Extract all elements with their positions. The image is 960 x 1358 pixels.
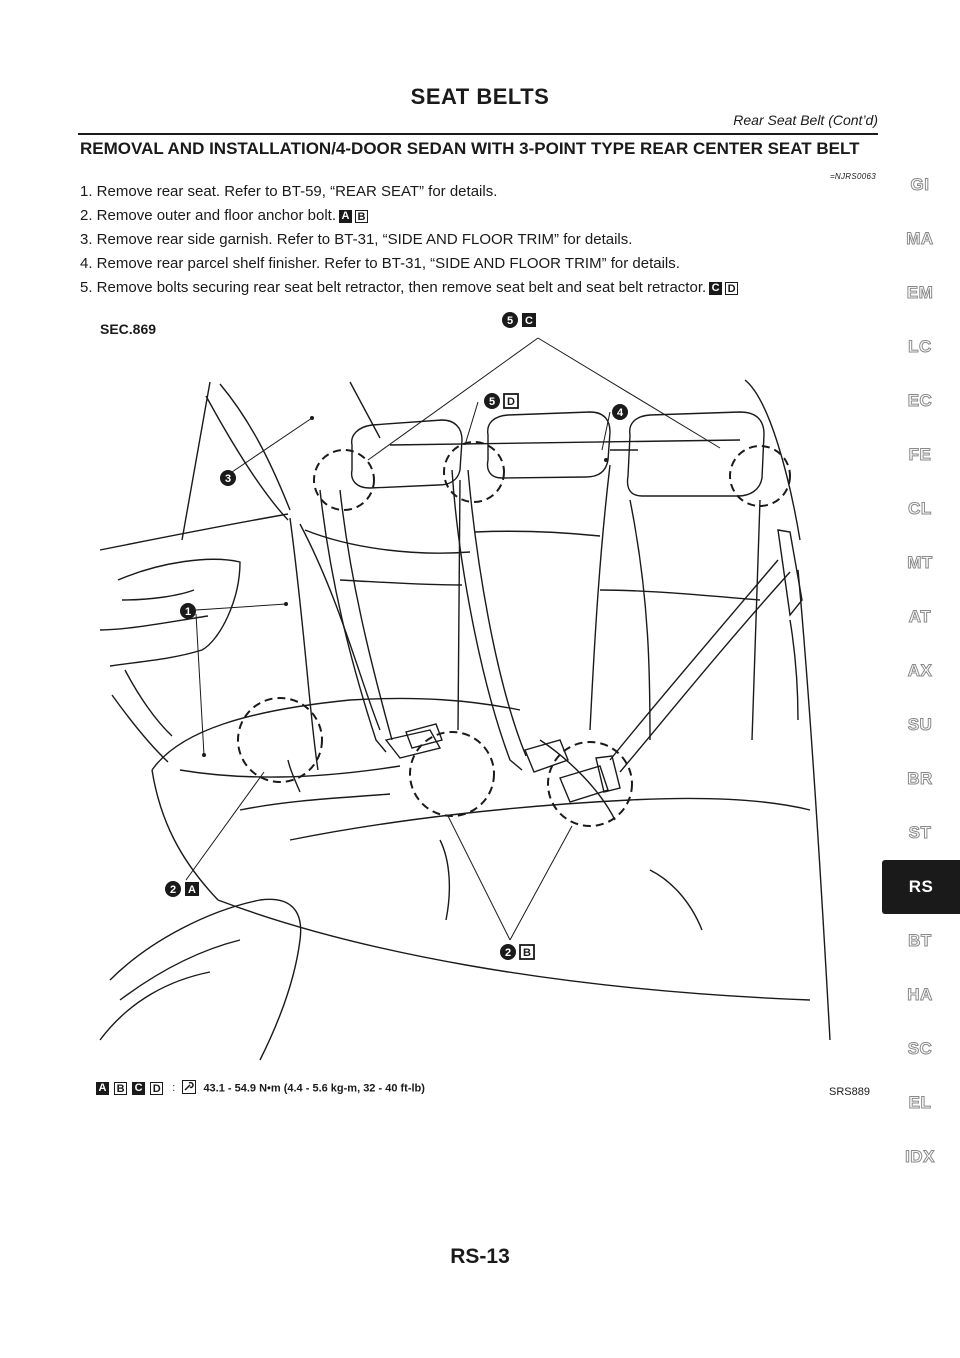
- callout-mark: D: [507, 396, 515, 408]
- rear-seat-illustration: [90, 300, 880, 1100]
- mark-c: C: [709, 282, 722, 295]
- callout-1: [180, 603, 196, 619]
- step-4: [80, 252, 880, 276]
- callout-2a: [165, 881, 199, 897]
- page-number: RS-13: [450, 1245, 510, 1268]
- legend-mark-c: C: [132, 1082, 145, 1095]
- mark-a: A: [339, 210, 352, 223]
- seat-belt-figure: [90, 300, 880, 1100]
- section-code-label: SEC.869: [100, 321, 157, 337]
- callout-number: 2: [169, 884, 177, 896]
- legend-colon: :: [172, 1082, 176, 1095]
- tab-sc[interactable]: SC: [907, 1039, 933, 1058]
- torque-wrench-icon: [182, 1080, 196, 1097]
- legend-mark-a: A: [96, 1082, 109, 1095]
- procedure-steps: [80, 180, 880, 300]
- tab-bt[interactable]: BT: [908, 931, 932, 950]
- callout-number: 1: [184, 606, 192, 618]
- tab-mt[interactable]: MT: [907, 553, 933, 572]
- tab-lc[interactable]: LC: [908, 337, 932, 356]
- callout-mark: A: [188, 884, 196, 896]
- callout-number: 5: [488, 396, 496, 408]
- step-5: [80, 276, 880, 300]
- torque-legend: [94, 1080, 425, 1097]
- tab-cl[interactable]: CL: [908, 499, 932, 518]
- callout-2b: [500, 944, 534, 960]
- callout-5d: [484, 393, 518, 409]
- mark-b: B: [355, 210, 368, 223]
- section-title: REMOVAL AND INSTALLATION/4-DOOR SEDAN WITH 3-POINT TYPE REAR CENTER SEAT BELT: [80, 139, 860, 158]
- step-text: 5. Remove bolts securing rear seat belt retractor, then remove seat belt and seat belt retractor.: [80, 279, 707, 296]
- tab-ha[interactable]: HA: [907, 985, 933, 1004]
- page-subtitle: Rear Seat Belt (Cont’d): [733, 112, 878, 128]
- tab-su[interactable]: SU: [907, 715, 933, 734]
- callout-mark: B: [523, 947, 531, 959]
- step-1: [80, 180, 880, 204]
- step-3: [80, 228, 880, 252]
- tab-fe[interactable]: FE: [908, 445, 932, 464]
- callout-number: 5: [506, 315, 514, 327]
- step-text: 4. Remove rear parcel shelf finisher. Refer to BT-31, “SIDE AND FLOOR TRIM” for details.: [80, 255, 680, 272]
- header-rule: [78, 133, 878, 135]
- callout-number: 3: [224, 473, 232, 485]
- tab-st[interactable]: ST: [908, 823, 932, 842]
- mark-d: D: [725, 282, 738, 295]
- tab-ma[interactable]: MA: [906, 229, 934, 248]
- tab-at[interactable]: AT: [908, 607, 932, 626]
- step-text: 3. Remove rear side garnish. Refer to BT-31, “SIDE AND FLOOR TRIM” for details.: [80, 231, 633, 248]
- page-title: SEAT BELTS: [410, 84, 550, 109]
- tab-el[interactable]: EL: [908, 1093, 932, 1112]
- figure-id: SRS889: [829, 1086, 870, 1098]
- section-tabs: [880, 158, 960, 1184]
- callout-4: [612, 404, 628, 420]
- callout-5c: [502, 312, 536, 328]
- section-code: =NJRS0063: [829, 172, 876, 181]
- legend-mark-d: D: [150, 1082, 163, 1095]
- callout-number: 2: [504, 947, 512, 959]
- step-2: [80, 204, 880, 228]
- callout-3: [220, 470, 236, 486]
- tab-em[interactable]: EM: [906, 283, 934, 302]
- step-text: 1. Remove rear seat. Refer to BT-59, “REAR SEAT” for details.: [80, 183, 498, 200]
- tab-idx[interactable]: IDX: [905, 1147, 935, 1166]
- step-text: 2. Remove outer and floor anchor bolt.: [80, 207, 336, 224]
- legend-mark-b: B: [114, 1082, 127, 1095]
- callout-mark: C: [525, 315, 533, 327]
- tab-ec[interactable]: EC: [907, 391, 933, 410]
- tab-rs[interactable]: RS: [882, 860, 960, 914]
- tab-br[interactable]: BR: [907, 769, 933, 788]
- callout-number: 4: [616, 407, 624, 419]
- tab-ax[interactable]: AX: [907, 661, 933, 680]
- torque-spec: 43.1 - 54.9 N•m (4.4 - 5.6 kg-m, 32 - 40 ft-lb): [203, 1082, 425, 1095]
- tab-gi[interactable]: GI: [910, 175, 930, 194]
